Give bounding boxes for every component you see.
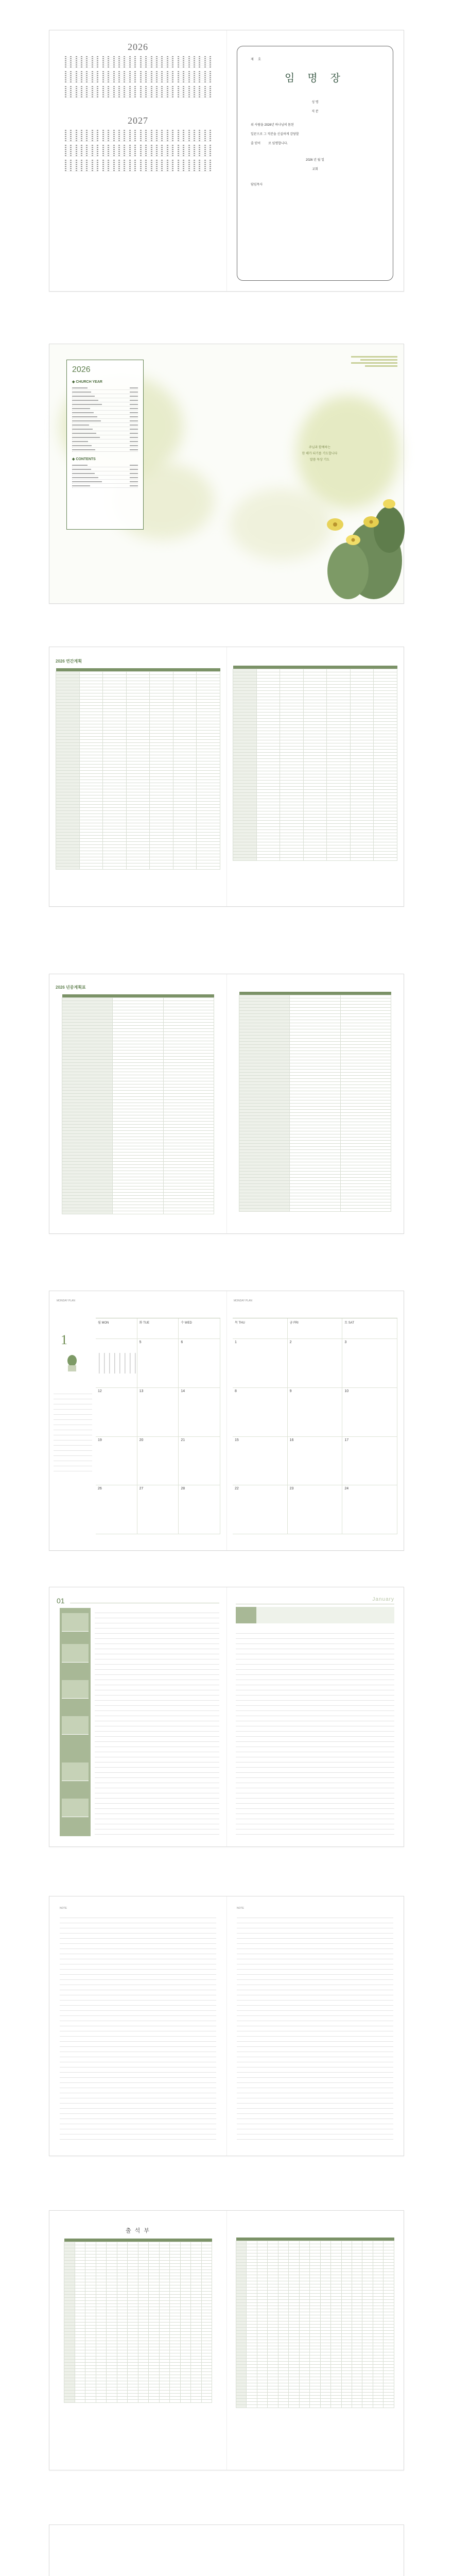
day-cell[interactable]: 12	[96, 1388, 137, 1437]
day-cell[interactable]: 16	[288, 1437, 343, 1486]
sidebar-block	[62, 1762, 89, 1781]
note-left-lines	[60, 1913, 216, 2140]
spread-attendance	[49, 2210, 404, 2470]
monthly-left-header: MONDAY PLAN	[57, 1299, 75, 1302]
card-church: 교회	[312, 168, 318, 171]
list-row	[72, 431, 138, 435]
mini-month	[178, 56, 211, 68]
contents-heading: ◆ CONTENTS	[72, 457, 96, 461]
mini-month	[102, 56, 136, 68]
table-cell[interactable]	[117, 2399, 128, 2402]
midyear-title: 2026 년중계획표	[56, 985, 86, 990]
quote-line-2: 한 해가 되기를 기도합니다	[302, 452, 338, 455]
church-year-list	[72, 386, 138, 452]
page-note-left	[49, 1896, 226, 2156]
mini-month	[102, 71, 136, 83]
table-cell[interactable]	[362, 2404, 373, 2408]
day-header: 토 SAT	[342, 1318, 397, 1339]
monthly-right-header: MONDAY PLAN	[234, 1299, 252, 1302]
day-cell[interactable]: 2	[288, 1339, 343, 1388]
list-row	[72, 419, 138, 423]
mini-month	[140, 71, 173, 83]
page-weekly-right	[226, 1587, 404, 1846]
card-sign: 담임목사	[251, 183, 263, 187]
plant-pot-icon	[62, 1353, 82, 1374]
card-body-4: 로 임명합니다.	[268, 142, 288, 145]
cactus-illustration	[317, 483, 405, 602]
mini-month	[140, 144, 173, 157]
table-cell[interactable]	[384, 2404, 394, 2408]
list-row	[72, 471, 138, 476]
table-cell[interactable]	[197, 866, 220, 869]
table-cell[interactable]	[350, 857, 374, 860]
table-cell[interactable]	[150, 866, 173, 869]
mini-month	[178, 129, 211, 142]
table-cell[interactable]	[149, 2399, 160, 2402]
day-cell[interactable]: 28	[179, 1485, 220, 1534]
page-annual-plan-left	[49, 647, 226, 906]
table-row	[239, 1208, 391, 1211]
day-cell[interactable]: 22	[233, 1485, 288, 1534]
table-cell[interactable]	[75, 2399, 85, 2402]
table-cell[interactable]	[374, 857, 397, 860]
table-cell[interactable]	[278, 2404, 288, 2408]
mini-month	[178, 71, 211, 83]
mini-month	[65, 56, 98, 68]
card-date: 2026 년 월 일	[306, 159, 324, 162]
table-row	[236, 2404, 394, 2408]
sidebar-block	[62, 1613, 89, 1632]
table-cell[interactable]	[303, 857, 327, 860]
annual-plan-title: 2026 연간계획	[56, 659, 82, 664]
mini-month	[102, 159, 136, 172]
annual-plan-table	[233, 666, 397, 861]
table-cell[interactable]	[290, 1208, 340, 1211]
sidebar-block	[62, 1644, 89, 1663]
spread-midyear-plan	[49, 974, 404, 1234]
table-cell[interactable]	[103, 866, 127, 869]
table-cell[interactable]	[113, 1211, 163, 1214]
card-body-3: 줄 믿어	[251, 142, 261, 145]
mini-month	[140, 159, 173, 172]
mini-month	[102, 86, 136, 98]
weekly-right-title: January	[372, 1597, 394, 1602]
table-cell[interactable]	[85, 2399, 96, 2402]
verse-corner	[351, 354, 397, 368]
calendar-2026-grid	[49, 56, 226, 98]
table-cell[interactable]	[280, 857, 304, 860]
mini-month	[140, 129, 173, 142]
list-row	[72, 427, 138, 431]
table-row	[233, 857, 397, 860]
table-cell[interactable]	[239, 1208, 290, 1211]
day-cell[interactable]: 27	[137, 1485, 179, 1534]
weekly-right-lines	[236, 1629, 394, 1835]
day-cell[interactable]: 6	[179, 1339, 220, 1388]
annual-plan-table	[56, 668, 220, 870]
list-row	[72, 480, 138, 484]
weekly-month-label: 01	[57, 1597, 65, 1605]
card-title: 임 명 장	[285, 73, 345, 84]
note-right-lines	[237, 1913, 393, 2140]
table-cell[interactable]	[340, 1208, 391, 1211]
page-certificate	[226, 30, 404, 291]
list-row	[72, 386, 138, 390]
table-cell[interactable]	[128, 2399, 138, 2402]
card-field-position: 직 분	[311, 110, 319, 113]
list-row	[72, 390, 138, 394]
table-cell[interactable]	[257, 2404, 267, 2408]
midyear-table	[239, 992, 391, 1212]
church-year-heading: ◆ CHURCH YEAR	[72, 380, 102, 384]
list-row	[72, 423, 138, 427]
day-cell[interactable]: 24	[342, 1485, 397, 1534]
page-attendance-right	[226, 2211, 404, 2470]
table-cell[interactable]	[170, 2399, 181, 2402]
list-row	[72, 484, 138, 488]
note-right-label: NOTE	[237, 1907, 244, 1910]
spread-annual-plan	[49, 647, 404, 907]
table-cell[interactable]	[191, 2399, 202, 2402]
table-cell[interactable]	[247, 2404, 257, 2408]
day-header: 수 WED	[179, 1318, 220, 1339]
list-row	[72, 406, 138, 411]
quote-line-1: 주님과 함께하는	[308, 446, 331, 449]
day-cell[interactable]: 26	[96, 1485, 137, 1534]
table-cell[interactable]	[163, 1211, 214, 1214]
day-header: 월 MON	[96, 1318, 137, 1339]
left-notes	[54, 1389, 92, 1471]
card-body-row3	[251, 139, 379, 148]
table-row	[64, 2399, 212, 2402]
mini-month	[102, 144, 136, 157]
mini-month	[65, 129, 98, 142]
table-cell[interactable]	[352, 2404, 362, 2408]
year-2027-title: 2027	[128, 115, 148, 126]
day-header: 목 THU	[233, 1318, 288, 1339]
table-cell[interactable]	[173, 866, 197, 869]
mini-month	[65, 144, 98, 157]
day-cell[interactable]: 3	[342, 1339, 397, 1388]
card-no-label: 제	[251, 58, 254, 61]
day-header: 금 FRI	[288, 1318, 343, 1339]
page-midyear-left	[49, 974, 226, 1233]
table-cell[interactable]	[201, 2399, 212, 2402]
sidebar-block	[62, 1680, 89, 1699]
table-cell[interactable]	[320, 2404, 330, 2408]
page-note-right	[226, 1896, 404, 2156]
page-annual-plan-right	[226, 647, 404, 906]
quote-line-3: 말씀 묵상 기도	[309, 459, 330, 462]
year-2026-title: 2026	[128, 42, 148, 52]
list-row	[72, 394, 138, 398]
weekly-info-box	[236, 1607, 256, 1623]
mini-month	[140, 86, 173, 98]
list-row	[72, 411, 138, 415]
table-cell[interactable]	[180, 2399, 191, 2402]
spread-monthly	[49, 1291, 404, 1551]
quote-block	[291, 445, 348, 463]
table-cell[interactable]	[56, 866, 80, 869]
contents-label: CONTENTS	[76, 457, 96, 461]
table-row	[56, 866, 220, 869]
table-cell[interactable]	[256, 857, 280, 860]
page-weekly-left	[49, 1587, 226, 1846]
table-cell[interactable]	[341, 2404, 352, 2408]
table-cell[interactable]	[236, 2404, 247, 2408]
table-cell[interactable]	[268, 2404, 278, 2408]
sidebar-block	[62, 1799, 89, 1817]
day-cell[interactable]: 15	[233, 1437, 288, 1486]
day-cell[interactable]: 17	[342, 1437, 397, 1486]
calendar-2027-grid	[49, 129, 226, 172]
day-cell[interactable]: 9	[288, 1388, 343, 1437]
table-cell[interactable]	[62, 1211, 113, 1214]
spread-calendar-certificate	[49, 30, 404, 292]
table-cell[interactable]	[96, 2399, 107, 2402]
list-row	[72, 435, 138, 439]
spread-notes	[49, 1896, 404, 2156]
table-cell[interactable]	[64, 2399, 75, 2402]
table-cell[interactable]	[327, 857, 351, 860]
card-body-2: 일꾼으로 그 직분을 신실하게 감당할	[251, 133, 299, 136]
list-row	[72, 463, 138, 467]
weekly-info-area	[256, 1607, 394, 1623]
calendar-grid-right	[233, 1318, 397, 1534]
attendance-table	[64, 2239, 212, 2403]
mini-month	[140, 56, 173, 68]
list-row	[72, 398, 138, 402]
day-cell[interactable]: 13	[137, 1388, 179, 1437]
card-number-row	[251, 57, 379, 61]
mini-month	[65, 86, 98, 98]
list-row	[72, 402, 138, 406]
table-cell[interactable]	[310, 2404, 320, 2408]
mini-month	[178, 159, 211, 172]
list-row	[72, 476, 138, 480]
spread-church-year	[49, 344, 404, 604]
mini-month	[65, 159, 98, 172]
page-midyear-right	[226, 974, 404, 1233]
day-cell[interactable]: 5	[137, 1339, 179, 1388]
note-left-label: NOTE	[60, 1907, 67, 1910]
page-monthly-right	[226, 1291, 404, 1550]
page-attendance-left	[49, 2211, 226, 2470]
table-row	[62, 1211, 214, 1214]
list-row	[72, 467, 138, 471]
page-monthly-left	[49, 1291, 226, 1550]
table-cell[interactable]	[79, 866, 103, 869]
page-yearly-calendars	[49, 30, 226, 291]
day-cell[interactable]: 14	[179, 1388, 220, 1437]
table-cell[interactable]	[107, 2399, 117, 2402]
day-cell[interactable]: 1	[233, 1339, 288, 1388]
sidebar-block	[62, 1716, 89, 1735]
table-cell[interactable]	[289, 2404, 299, 2408]
card-field-name: 성 명	[311, 101, 319, 104]
mini-month	[102, 129, 136, 142]
table-cell[interactable]	[373, 2404, 383, 2408]
mini-month	[178, 86, 211, 98]
day-cell[interactable]: 8	[233, 1388, 288, 1437]
day-cell[interactable]: 19	[96, 1437, 137, 1486]
day-cell[interactable]: 10	[342, 1388, 397, 1437]
month-number: 1	[61, 1332, 67, 1347]
day-cell[interactable]: 23	[288, 1485, 343, 1534]
table-cell[interactable]	[233, 857, 257, 860]
day-header: 화 TUE	[137, 1318, 179, 1339]
table-cell[interactable]	[159, 2399, 170, 2402]
church-year-panel	[66, 360, 144, 530]
list-row	[72, 415, 138, 419]
mini-month	[65, 71, 98, 83]
day-cell[interactable]: 21	[179, 1437, 220, 1486]
card-body-1: 위 사람을 2026년 하나님의 몸된	[251, 124, 294, 127]
spread-weekly	[49, 1587, 404, 1847]
church-year-label: CHURCH YEAR	[76, 380, 102, 384]
spread-partial	[49, 2524, 404, 2576]
list-row	[72, 439, 138, 444]
list-row	[72, 448, 138, 452]
card-no-suffix: 호	[258, 58, 261, 61]
midyear-table	[62, 994, 214, 1214]
appointment-card	[237, 46, 393, 281]
church-year: 2026	[72, 365, 91, 374]
attendance-table	[236, 2238, 394, 2408]
weekly-lines	[95, 1608, 219, 1835]
list-row	[72, 444, 138, 448]
table-cell[interactable]	[331, 2404, 341, 2408]
contents-list	[72, 463, 138, 488]
table-cell[interactable]	[299, 2404, 309, 2408]
day-cell[interactable]: 20	[137, 1437, 179, 1486]
attendance-title: 출 석 부	[126, 2228, 150, 2234]
table-cell[interactable]	[138, 2399, 149, 2402]
calendar-grid-left	[96, 1318, 220, 1534]
day-cell[interactable]	[96, 1339, 137, 1388]
mini-month	[178, 144, 211, 157]
table-cell[interactable]	[126, 866, 150, 869]
